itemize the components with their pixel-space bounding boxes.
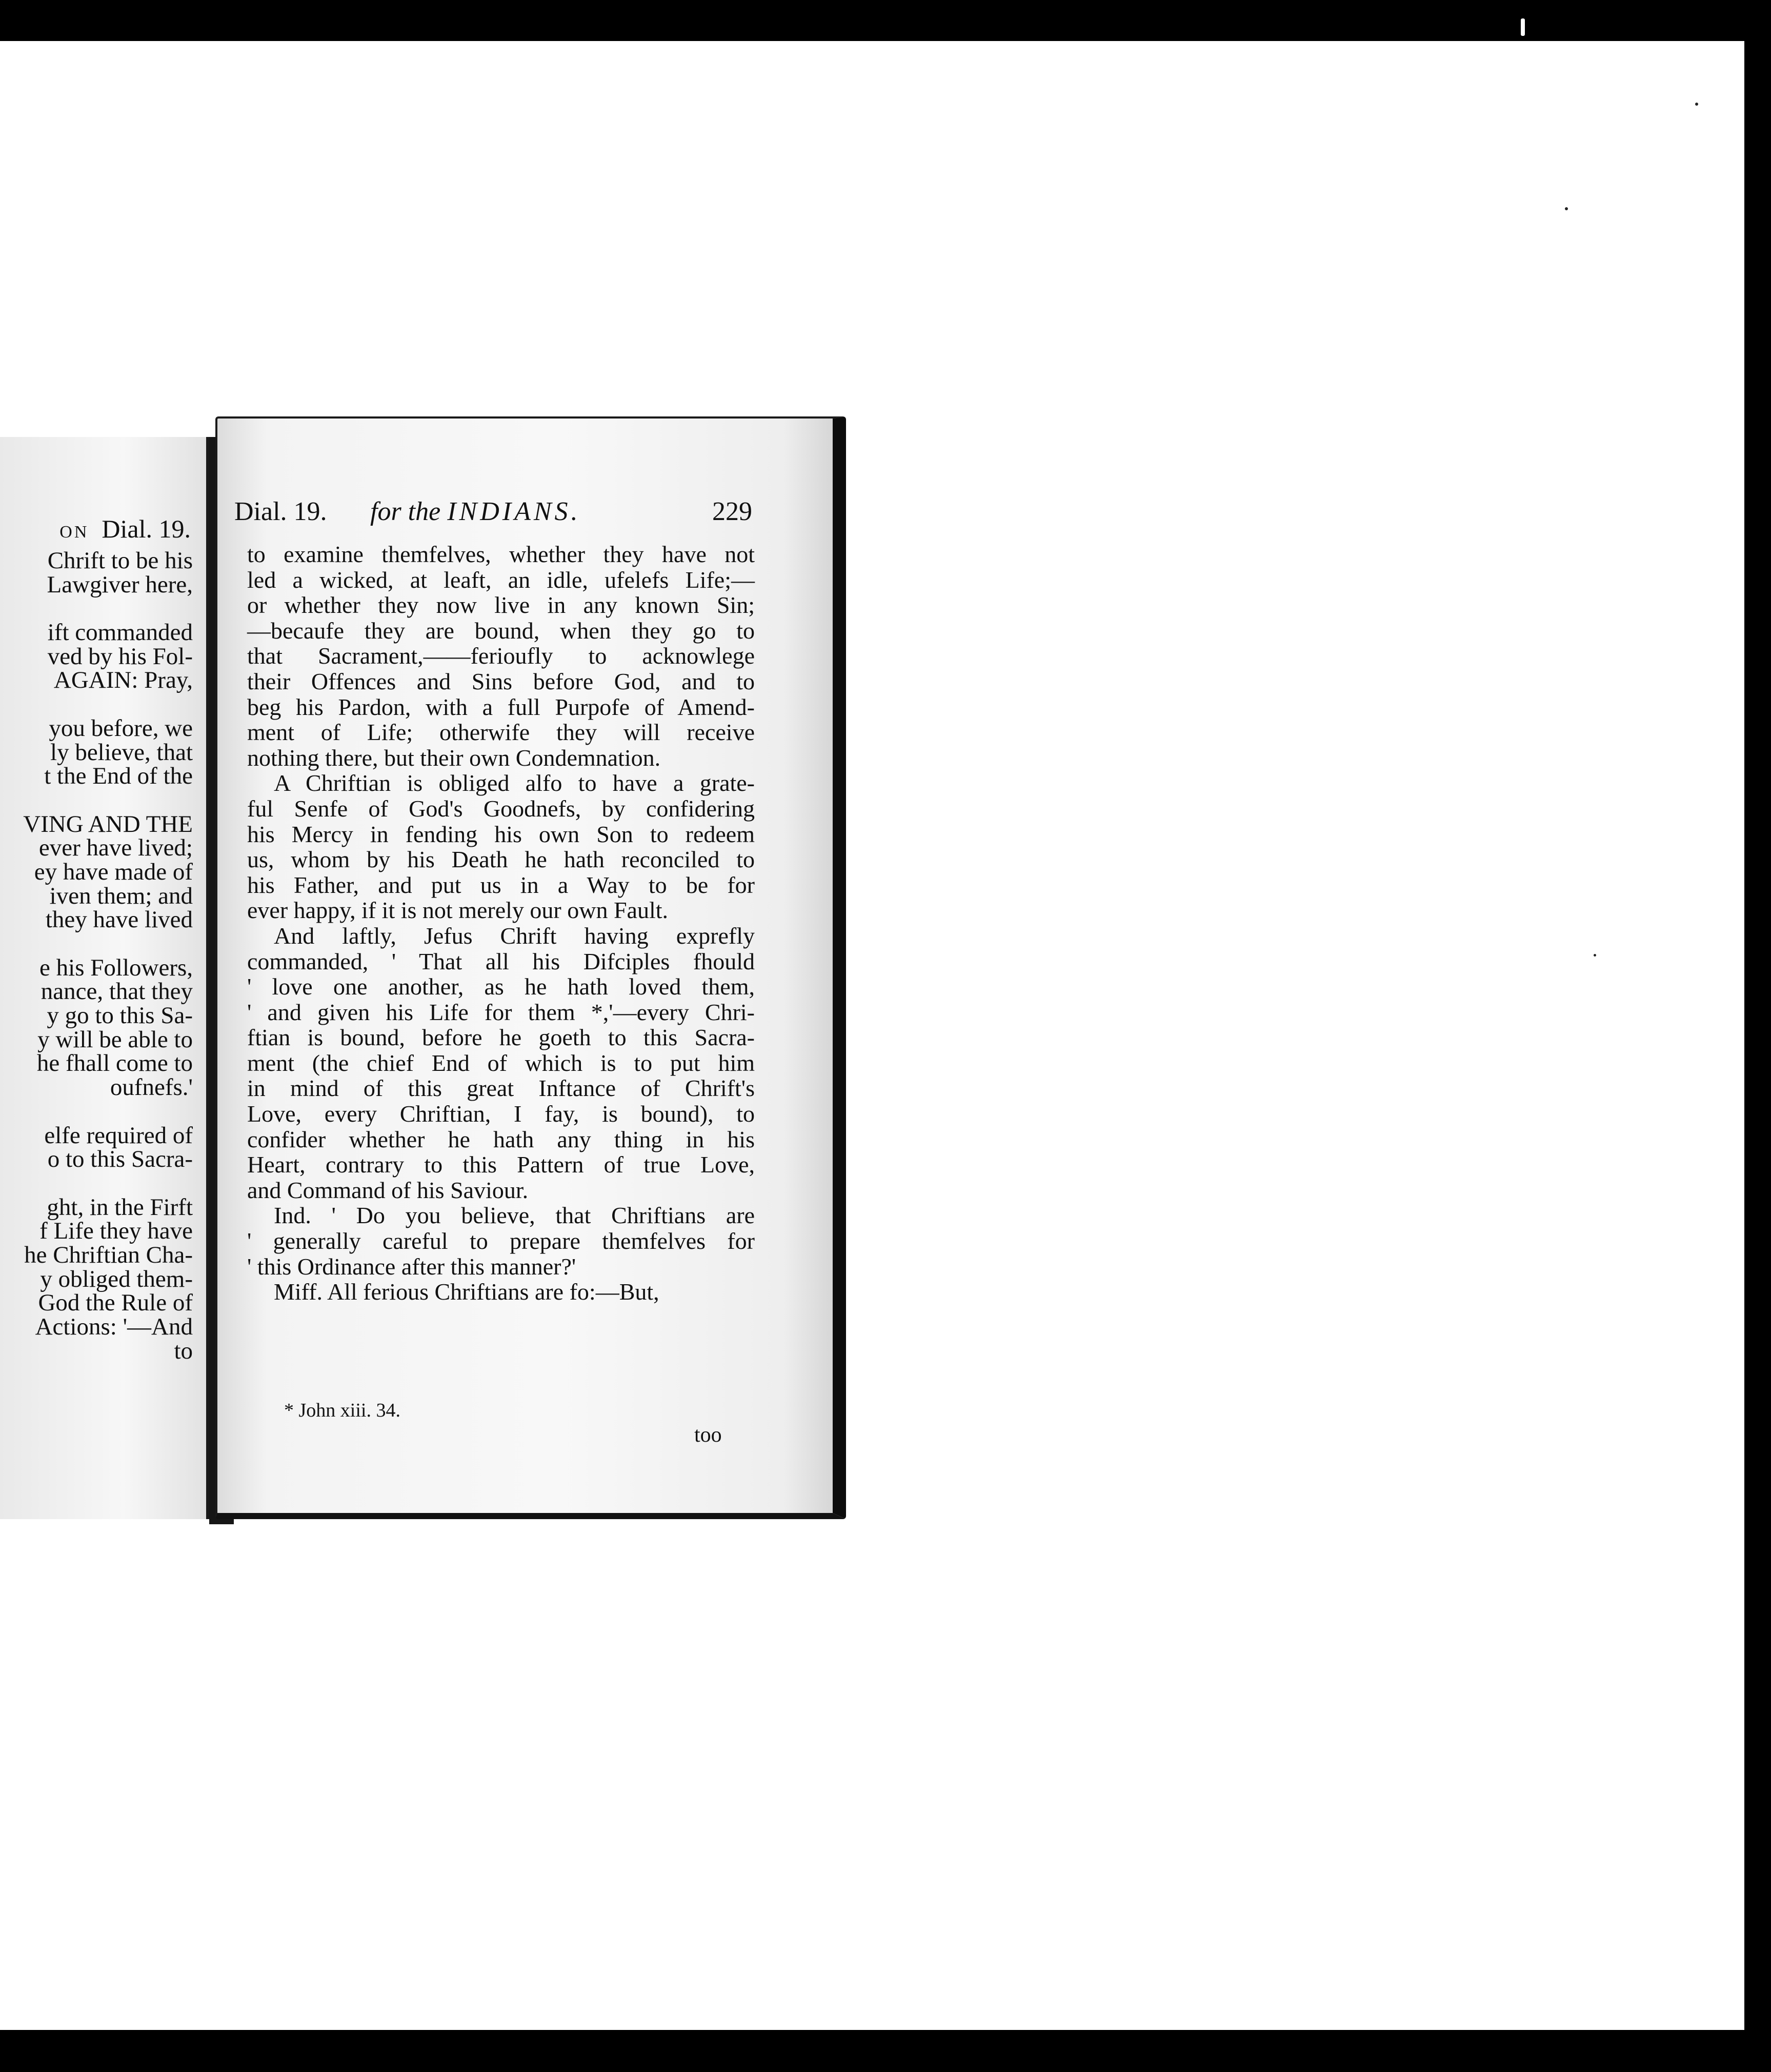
left-text-line: nance, that they	[41, 978, 193, 1005]
left-text-line: iven them; and	[49, 882, 193, 909]
left-header-smallcaps: ON	[59, 523, 89, 542]
left-text-line: ift commanded	[47, 619, 193, 646]
scan-border-right	[1744, 0, 1771, 2072]
left-text-line: he Chriftian Cha-	[24, 1241, 193, 1268]
body-text-line: his Father, and put us in a Way to be for	[247, 871, 755, 898]
left-text-line	[23, 788, 193, 812]
running-title-caps: INDIANS.	[447, 497, 581, 526]
dust-speck	[1521, 18, 1525, 36]
body-text-line: ment (the chief End of which is to put him	[247, 1049, 755, 1076]
left-header-dial: Dial. 19.	[102, 514, 191, 543]
left-text-line: e his Followers,	[39, 954, 193, 981]
left-text-line: y go to this Sa-	[47, 1002, 193, 1029]
left-page-fragment	[0, 437, 209, 1519]
body-text-line: ' generally careful to prepare themfelves for	[247, 1228, 755, 1254]
body-text-line: confider whether he hath any thing in his	[247, 1126, 755, 1152]
left-text-line: ved by his Fol-	[47, 643, 193, 670]
left-text-line	[23, 1171, 193, 1196]
scan-border-top	[0, 0, 1771, 41]
dust-speck	[1594, 954, 1596, 957]
left-text-line: ever have lived;	[38, 834, 193, 862]
dust-speck	[1565, 207, 1568, 210]
body-text-line: ever happy, if it is not merely our own Fault.	[247, 897, 669, 924]
body-text-line: ' this Ordinance after this manner?'	[247, 1253, 576, 1280]
left-text-line: to	[174, 1337, 193, 1364]
page-header	[234, 496, 752, 527]
left-text-line: ey have made of	[34, 858, 193, 885]
left-text-line: t the End of the	[44, 763, 193, 790]
header-dialogue-number: Dial. 19.	[234, 497, 327, 526]
running-title	[370, 496, 581, 527]
left-page-header	[59, 514, 191, 544]
body-text-line: us, whom by his Death he hath reconciled to	[247, 846, 755, 873]
body-text-line: that Sacrament,——ferioufly to acknowlege	[247, 643, 755, 669]
footnote: * John xiii. 34.	[284, 1400, 400, 1421]
body-text-line: Ind. ' Do you believe, that Chriftians are	[274, 1202, 755, 1229]
scan-border-bottom	[0, 2030, 1771, 2072]
left-text-line: o to this Sacra-	[47, 1146, 193, 1173]
page-number: 229	[712, 497, 752, 526]
left-text-line: y will be able to	[37, 1026, 193, 1053]
body-text-line: to examine themfelves, whether they have not	[247, 541, 755, 567]
body-text-line: A Chriftian is obliged alfo to have a grate-	[274, 770, 755, 796]
left-text-line: he fhall come to	[36, 1050, 193, 1077]
body-text-line: ftian is bound, before he goeth to this Sacra-	[247, 1024, 755, 1051]
left-text-line	[23, 692, 193, 716]
body-text-line: ' and given his Life for them *,'—every Chri-	[247, 999, 755, 1025]
left-text-line: oufnefs.'	[110, 1074, 193, 1101]
page-body-text	[247, 542, 755, 1305]
body-text-line: commanded, ' That all his Difciples fhould	[247, 948, 755, 974]
running-title-italic: for the	[370, 497, 441, 526]
left-text-line: VING AND THE	[23, 810, 193, 838]
body-text-line: And laftly, Jefus Chrift having exprefly	[274, 922, 755, 949]
left-text-line: Lawgiver here,	[47, 571, 193, 598]
left-text-line: they have lived	[45, 906, 193, 933]
body-text-line: their Offences and Sins before God, and to	[247, 668, 755, 694]
body-text-line: Love, every Chriftian, I fay, is bound), to	[247, 1101, 755, 1127]
left-text-line	[23, 596, 193, 621]
dust-speck	[1695, 103, 1698, 106]
left-text-line: ly believe, that	[50, 739, 193, 766]
left-text-line	[23, 1100, 193, 1124]
body-text-line: led a wicked, at leaft, an idle, ufelefs Life;—	[247, 566, 755, 593]
body-text-line: in mind of this great Inftance of Chrift's	[247, 1075, 755, 1102]
left-text-line	[23, 932, 193, 956]
left-text-line: Chrift to be his	[47, 547, 193, 574]
left-text-line: God the Rule of	[38, 1289, 193, 1317]
catchword: too	[694, 1423, 722, 1447]
body-text-line: or whether they now live in any known Sin;	[247, 592, 755, 619]
left-text-line: y obliged them-	[40, 1265, 193, 1292]
left-page-text	[23, 549, 193, 1363]
body-text-line: beg his Pardon, with a full Purpofe of Amend-	[247, 693, 755, 720]
right-page	[215, 416, 846, 1519]
left-text-line: elfe required of	[44, 1122, 193, 1149]
body-text-line: Miff. All ferious Chriftians are fo:—But,	[274, 1279, 659, 1305]
left-text-line: AGAIN: Pray,	[53, 667, 193, 694]
body-text-line: nothing there, but their own Condemnation.	[247, 744, 661, 771]
body-text-line: his Mercy in fending his own Son to redeem	[247, 821, 755, 847]
body-text-line: ment of Life; otherwife they will receive	[247, 719, 755, 746]
body-text-line: Heart, contrary to this Pattern of true Love,	[247, 1151, 755, 1178]
left-text-line: f Life they have	[39, 1218, 193, 1245]
left-text-line: ght, in the Firft	[47, 1193, 193, 1221]
body-text-line: and Command of his Saviour.	[247, 1177, 529, 1203]
body-text-line: ful Senfe of God's Goodnefs, by confidering	[247, 795, 755, 822]
left-text-line: you before, we	[49, 714, 193, 742]
body-text-line: —becaufe they are bound, when they go to	[247, 617, 755, 644]
left-text-line: Actions: '—And	[35, 1313, 193, 1340]
body-text-line: ' love one another, as he hath loved them,	[247, 973, 755, 1000]
